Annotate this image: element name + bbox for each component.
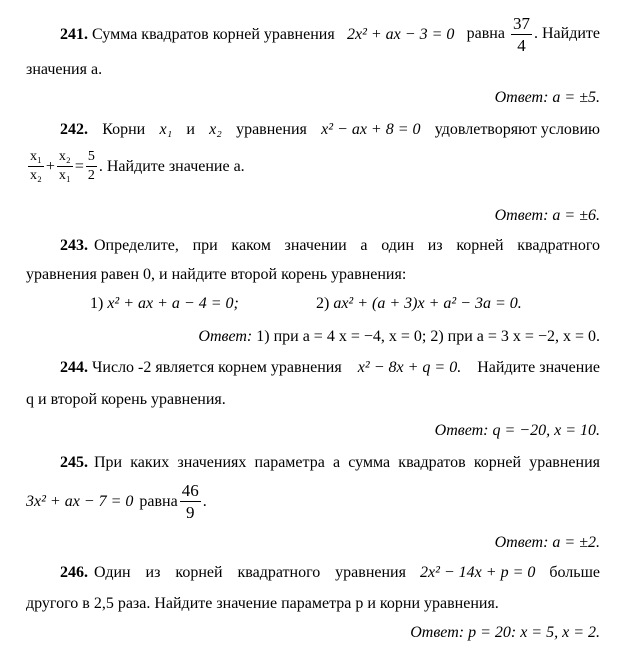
problem-242-line1 <box>60 120 600 140</box>
problem-number: 243. <box>60 237 88 254</box>
equation-243-2 <box>316 294 522 314</box>
numerator: x₂ <box>57 150 73 167</box>
problem-243-line1 <box>60 236 600 256</box>
equation-label: 1) <box>90 295 104 312</box>
denominator: x₁ <box>58 168 71 183</box>
denominator: 4 <box>517 36 526 55</box>
equation: x² − 8x + q = 0. <box>357 359 462 376</box>
problem-text: равна <box>466 25 505 43</box>
problem-241-line1 <box>60 15 600 54</box>
var-x2: x₂ <box>209 121 222 138</box>
problem-text: и <box>186 121 195 138</box>
problem-text: больше <box>549 564 600 581</box>
answer-value: p = 20: x = 5, x = 2. <box>468 624 600 641</box>
equation-label: 2) <box>316 295 330 312</box>
answer-label: Ответ: <box>410 624 465 641</box>
problem-text: Определите, при каком значении a один из корней квадратного <box>94 237 600 254</box>
equation: ax² + (a + 3)x + a² − 3a = 0. <box>333 295 522 312</box>
problem-242-line2 <box>26 150 245 183</box>
problem-number: 241. <box>60 25 88 43</box>
problem-text: . Найдите <box>533 25 600 43</box>
fraction-5-2 <box>86 150 97 183</box>
answer-label: Ответ: <box>494 89 549 106</box>
numerator: 37 <box>512 14 530 33</box>
answer-value: q = −20, x = 10. <box>492 422 600 439</box>
problem-text: Корни <box>102 121 146 138</box>
fraction-46-9 <box>180 482 201 521</box>
answer-244 <box>435 421 600 441</box>
numerator: 46 <box>181 481 199 500</box>
denominator: 9 <box>185 503 195 522</box>
problem-246-line1 <box>60 563 600 583</box>
problem-243-line2: уравнения равен 0, и найдите второй корень уравнения: <box>26 266 407 283</box>
fraction-37-4 <box>511 15 532 54</box>
equation: x² + ax + a − 4 = 0; <box>107 295 239 312</box>
answer-value: 1) при a = 4 x = −4, x = 0; 2) при a = 3 x = −2, x = 0. <box>256 328 600 345</box>
problem-number: 242. <box>60 121 88 138</box>
denominator: x₂ <box>30 168 42 183</box>
answer-label: Ответ: <box>198 328 253 345</box>
answer-value: a = ±6. <box>552 207 600 224</box>
problem-text: . Найдите значение a. <box>98 157 245 175</box>
problem-text: равна <box>139 492 178 510</box>
problem-244-line1 <box>60 358 600 378</box>
problem-text: Число -2 является корнем уравнения <box>92 359 342 376</box>
answer-label: Ответ: <box>494 534 549 551</box>
answer-242 <box>495 206 600 226</box>
answer-246 <box>410 623 600 643</box>
problem-text: Найдите значение <box>477 359 600 376</box>
problem-number: 245. <box>60 454 88 471</box>
problem-number: 246. <box>60 564 88 581</box>
answer-label: Ответ: <box>494 207 549 224</box>
problem-text: Один из корней квадратного уравнения <box>94 564 406 581</box>
problem-246-line2: другого в 2,5 раза. Найдите значение параметра p и корни уравнения. <box>26 595 499 612</box>
fraction-x1-x2 <box>28 150 44 183</box>
plus-sign: + <box>45 157 55 175</box>
equation: x² − ax + 8 = 0 <box>321 121 421 138</box>
answer-243 <box>198 327 600 347</box>
equation: 3x² + ax − 7 = 0 <box>26 492 134 510</box>
equation: 2x² − 14x + p = 0 <box>419 564 536 581</box>
equals-sign: = <box>74 157 84 175</box>
problem-text: Сумма квадратов корней уравнения <box>92 25 335 43</box>
answer-label: Ответ: <box>434 422 489 439</box>
numerator: 5 <box>86 150 97 167</box>
numerator: x₁ <box>28 150 44 167</box>
problem-245-line1 <box>60 453 600 473</box>
equation: 2x² + ax − 3 = 0 <box>346 25 455 43</box>
answer-value: a = ±5. <box>552 89 600 106</box>
equation-243-1 <box>90 294 239 314</box>
answer-245 <box>495 533 600 553</box>
problem-241-line2: значения a. <box>26 61 103 78</box>
denominator: 2 <box>87 168 95 183</box>
period: . <box>202 492 207 510</box>
problem-text: удовлетворяют условию <box>434 121 600 138</box>
problem-245-line2 <box>26 482 207 521</box>
problem-text: уравнения <box>236 121 307 138</box>
answer-value: a = ±2. <box>552 534 600 551</box>
fraction-x2-x1 <box>57 150 73 183</box>
problem-244-line2: q и второй корень уравнения. <box>26 391 226 408</box>
problem-text: При каких значениях параметра a сумма квадратов корней уравнения <box>94 454 600 471</box>
problem-number: 244. <box>60 359 88 376</box>
answer-241 <box>495 88 600 108</box>
var-x1: x₁ <box>159 121 173 138</box>
